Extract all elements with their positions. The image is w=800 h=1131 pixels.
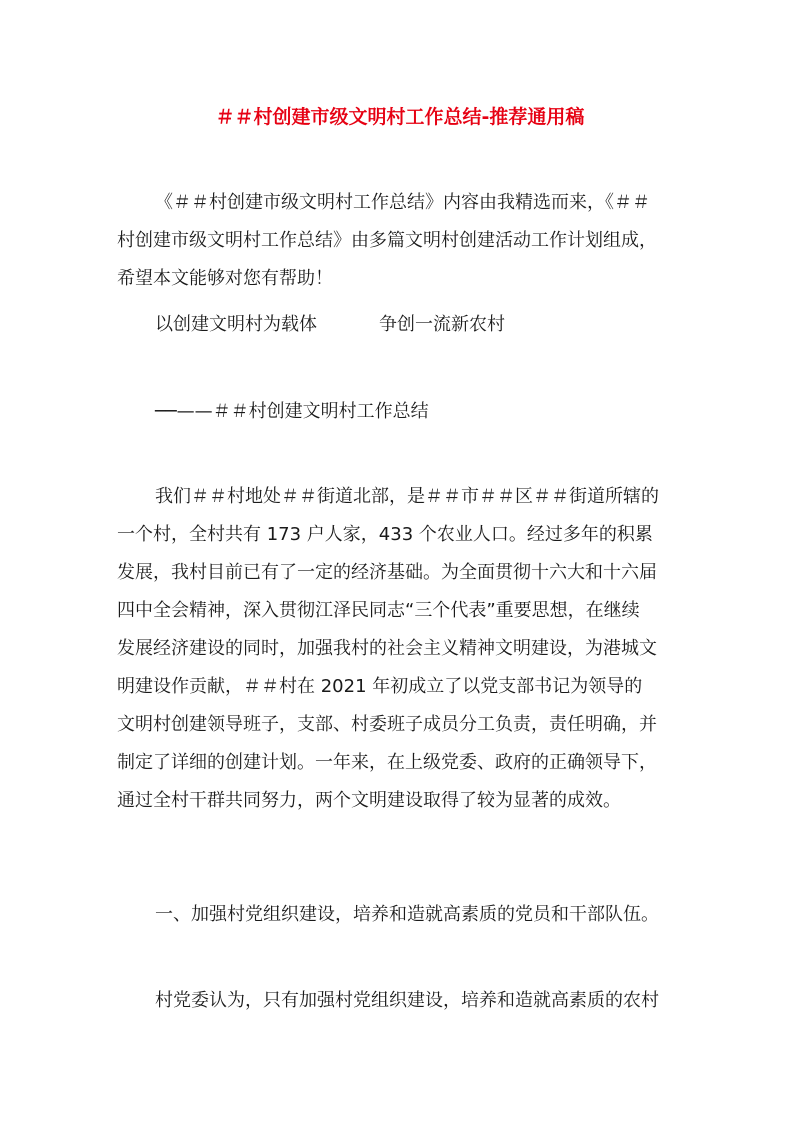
- intro-line-2: 村创建市级文明村工作总结》由多篇文明村创建活动工作计划组成，: [117, 230, 657, 251]
- body-line-8: 制定了详细的创建计划。一年来，在上级党委、政府的正确领导下，: [117, 752, 657, 773]
- body-line-1: 我们＃＃村地处＃＃街道北部，是＃＃市＃＃区＃＃街道所辖的: [155, 486, 659, 507]
- section-heading: 一、加强村党组织建设，培养和造就高素质的党员和干部队伍。: [155, 904, 659, 925]
- body-line-7: 文明村创建领导班子，支部、村委班子成员分工负责，责任明确，并: [117, 714, 657, 735]
- slogan-left: 以创建文明村为载体: [155, 314, 317, 335]
- slogan-right: 争创一流新农村: [379, 314, 505, 335]
- body-line-4: 四中全会精神，深入贯彻江泽民同志“三个代表”重要思想，在继续: [117, 600, 640, 621]
- body-last-line: 村党委认为，只有加强村党组织建设，培养和造就高素质的农村: [155, 990, 659, 1011]
- intro-line-1: 《＃＃村创建市级文明村工作总结》内容由我精选而来，《＃＃: [155, 192, 650, 213]
- body-line-3: 发展，我村目前已有了一定的经济基础。为全面贯彻十六大和十六届: [117, 562, 657, 583]
- body-line-6: 明建设作贡献，＃＃村在 2021 年初成立了以党支部书记为领导的: [117, 676, 643, 697]
- body-line-2: 一个村，全村共有 173 户人家，433 个农业人口。经过多年的积累: [117, 524, 653, 545]
- document-title: ＃＃村创建市级文明村工作总结-推荐通用稿: [215, 106, 585, 128]
- subtitle: ──——＃＃村创建文明村工作总结: [155, 401, 429, 422]
- intro-line-3: 希望本文能够对您有帮助！: [117, 268, 333, 289]
- slogan-line: [155, 310, 505, 340]
- body-line-5: 发展经济建设的同时，加强我村的社会主义精神文明建设，为港城文: [117, 638, 657, 659]
- body-line-9: 通过全村干群共同努力，两个文明建设取得了较为显著的成效。: [117, 790, 621, 811]
